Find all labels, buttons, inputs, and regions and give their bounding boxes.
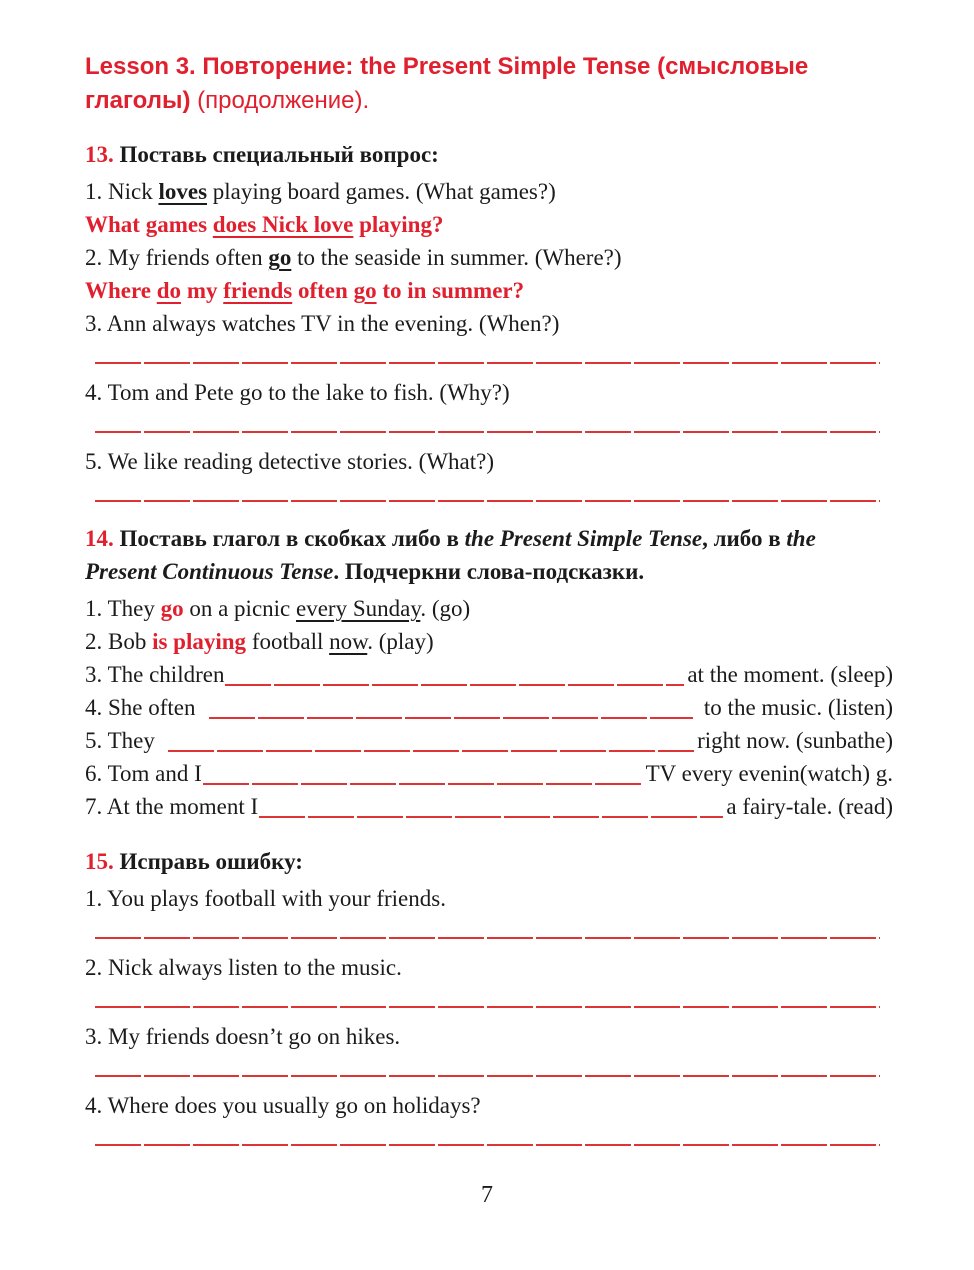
sentence: 4. Where does you usually go on holidays? xyxy=(85,1093,481,1118)
text-segment: 1. Nick xyxy=(85,179,159,204)
exercise-13-heading xyxy=(85,138,893,171)
sentence-end: to the music. (listen) xyxy=(703,695,893,720)
text-segment: 14. xyxy=(85,526,120,551)
sentence-start: 6. Tom and I xyxy=(85,761,202,786)
sentence xyxy=(85,592,893,625)
text-segment: Where xyxy=(85,278,157,303)
text-segment: is playing xyxy=(152,629,247,654)
text-segment: does Nick love xyxy=(212,212,354,237)
sentence: 5. We like reading detective stories. (What?) xyxy=(85,449,495,474)
lesson-title xyxy=(85,50,893,118)
answer-line xyxy=(95,1075,880,1077)
text-segment: , либо в xyxy=(702,526,787,551)
fill-blank xyxy=(258,790,726,823)
text-segment: football xyxy=(246,629,330,654)
text-segment: 15. xyxy=(85,849,120,874)
answer-sentence xyxy=(85,274,893,307)
text-segment: friends xyxy=(223,278,293,303)
answer-line xyxy=(95,500,880,502)
answer-line xyxy=(95,1006,880,1008)
sentence: 1. You plays football with your friends. xyxy=(85,886,446,911)
text-segment: on a picnic xyxy=(183,596,296,621)
fill-blank xyxy=(202,757,646,790)
answer-sentence xyxy=(85,208,893,241)
sentence: 2. Nick always listen to the music. xyxy=(85,955,402,980)
exercise-14-heading xyxy=(85,522,893,588)
sentence-end: at the moment. (sleep) xyxy=(687,662,893,687)
sentence: 3. Ann always watches TV in the evening. (When?) xyxy=(85,311,560,336)
exercise-13 xyxy=(85,138,893,502)
exercise-15 xyxy=(85,845,893,1146)
text-segment: do xyxy=(156,278,182,303)
text-segment: Исправь ошибку: xyxy=(119,849,303,874)
sentence: 3. My friends doesn’t go on hikes. xyxy=(85,1024,401,1049)
text-segment: What games xyxy=(85,212,213,237)
page-number: 7 xyxy=(481,1182,493,1208)
answer-line xyxy=(95,431,880,433)
text-segment: playing board games. (What games?) xyxy=(207,179,556,204)
text-segment: playing? xyxy=(353,212,444,237)
sentence-end: a fairy-tale. (read) xyxy=(726,794,893,819)
text-segment: 2. Bob xyxy=(85,629,153,654)
text-segment: the Present Simple Tense xyxy=(464,526,703,551)
text-segment: . (play) xyxy=(367,629,434,654)
sentence-start: 7. At the moment I xyxy=(85,794,259,819)
sentence: 4. Tom and Pete go to the lake to fish. (Why?) xyxy=(85,380,510,405)
text-segment: every Sunday xyxy=(296,596,421,621)
text-segment: 2. My friends often xyxy=(85,245,269,270)
fill-in-sentence xyxy=(85,790,893,823)
page-content xyxy=(85,50,893,1158)
lesson-title-normal: (продолжение). xyxy=(190,87,370,114)
sentence-start: 3. The children xyxy=(85,662,225,687)
text-segment: Поставь глагол в скобках либо в xyxy=(119,526,465,551)
sentence-start: 5. They xyxy=(85,728,155,753)
text-segment: my xyxy=(181,278,224,303)
text-segment: . Подчеркни слова-подсказки. xyxy=(333,559,645,584)
text-segment: to the seaside in summer. (Where?) xyxy=(291,245,622,270)
text-segment: 1. They xyxy=(85,596,161,621)
sentence-end: right now. (sunbathe) xyxy=(697,728,893,753)
fill-in-sentence xyxy=(85,757,893,790)
text-segment: 13. xyxy=(85,142,120,167)
sentence-start: 4. She often xyxy=(85,695,196,720)
lesson-title-bold: Lesson 3. Повторение: the Present Simple Tense (смысловые глаголы) xyxy=(85,53,809,114)
sentence xyxy=(85,175,893,208)
text-segment: to in summer? xyxy=(376,278,525,303)
text-segment: loves xyxy=(158,179,208,204)
text-segment: often xyxy=(292,278,354,303)
exercise-14 xyxy=(85,522,893,823)
text-segment: go xyxy=(160,596,184,621)
fill-blank xyxy=(224,658,687,691)
sentence xyxy=(85,625,893,658)
text-segment: go xyxy=(268,245,292,270)
answer-line xyxy=(95,937,880,939)
fill-in-sentence xyxy=(85,691,893,724)
text-segment: now xyxy=(329,629,368,654)
fill-in-sentence xyxy=(85,724,893,757)
text-segment: Поставь специальный вопрос: xyxy=(119,142,439,167)
answer-line xyxy=(95,362,880,364)
fill-blank xyxy=(167,724,697,757)
sentence-end: TV every evenin(watch) g. xyxy=(645,761,893,786)
fill-blank xyxy=(208,691,696,724)
fill-in-sentence xyxy=(85,658,893,691)
answer-line xyxy=(95,1144,880,1146)
text-segment: . (go) xyxy=(420,596,471,621)
text-segment: go xyxy=(353,278,377,303)
text-segment: the Present Continuous Tense xyxy=(85,526,816,584)
sentence xyxy=(85,241,893,274)
exercise-15-heading xyxy=(85,845,893,878)
